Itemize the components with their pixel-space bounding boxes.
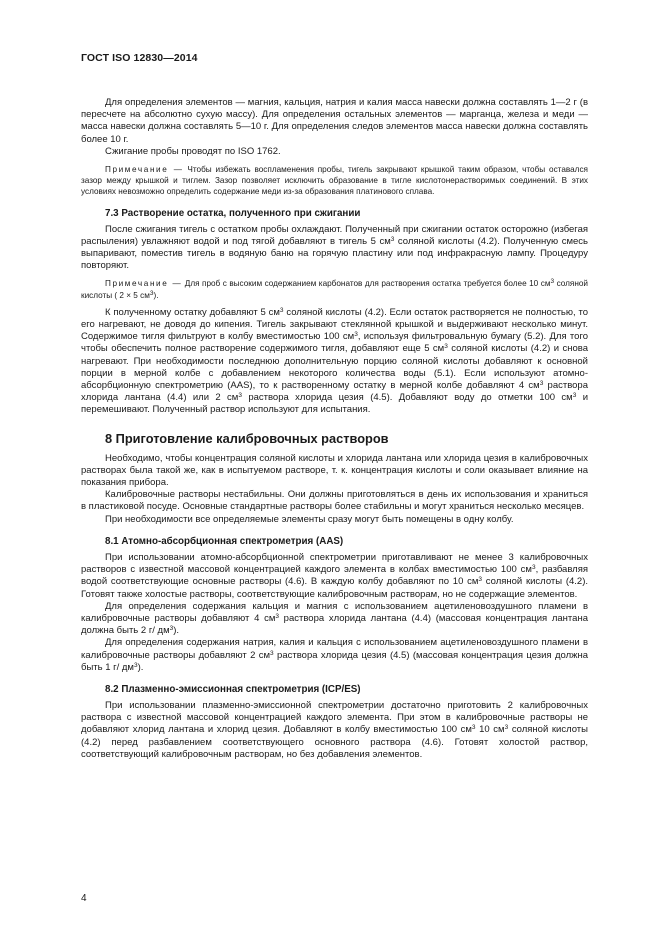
paragraph: При необходимости все определяемые элементы сразу могут быть помещены в одну колбу.: [105, 513, 514, 525]
page-number: 4: [81, 893, 87, 904]
section-heading-8: 8 Приготовление калибровочных растворов: [105, 430, 389, 446]
note: [81, 164, 588, 198]
document-header: ГОСТ ISO 12830—2014: [81, 52, 198, 64]
paragraph: Для определения содержания кальция и магния с использованием ацетиленовоздушного пламени в калибровочные растворы добавляют 4 $см^3$ раствора хлорида лантана (4.4) (массовая концентрация лантана должна быть 2 г/ $дм^3$).: [81, 600, 588, 637]
section-heading-8-1: 8.1 Атомно-абсорбционная спектрометрия (AAS): [105, 535, 344, 547]
note-text: Чтобы избежать воспламенения пробы, тигель закрывают крышкой таким образом, чтобы оставался зазор между крышкой и тиглем. Зазор позволяет исключить образование в тигле кислотонерастворимых соединений. В этих условиях невозможно определить содержание меди из-за образования платинового сплава.: [81, 165, 588, 197]
paragraph: Сжигание пробы проводят по ISO 1762.: [105, 145, 281, 157]
paragraph: При использовании атомно-абсорбционной спектрометрии приготавливают не менее 3 калибровочных растворов с известной массовой концентрацией каждого элемента в колбах вместимостью 100 $см^3$, разбавляя водой соответствующие основные растворы (4.6). В каждую колбу добавляют по 10 $см^3$ соляной кислоты (4.2). Готовят также холостые растворы, соответствующие калибровочным растворам, но не содержащие элементов.: [81, 551, 589, 600]
note-label: Примечание —: [105, 165, 184, 175]
section-heading-8-2: 8.2 Плазменно-эмиссионная спектрометрия (ICP/ES): [105, 683, 361, 695]
section-heading-7-3: 7.3 Растворение остатка, полученного при сжигании: [105, 207, 361, 219]
paragraph: После сжигания тигель с остатком пробы охлаждают. Полученный при сжигании остаток осторожно (избегая распыления) увлажняют водой и под тягой добавляют в тигель 5 $см^3$ соляной кислоты (4.2). Полученную смесь выпаривают, поместив тигель в водяную баню на горячую пластину или под инфракрасную лампу. Процедуру повторяют.: [81, 223, 588, 272]
paragraph: При использовании плазменно-эмиссионной спектрометрии достаточно приготовить 2 калибровочных раствора с известной массовой концентрацией каждого элемента. При этом в калибровочные растворы не добавляют хлорид лантана и хлорид цезия. Добавляют в колбу вместимостью 100 $см^3$ 10 $см^3$ соляной кислоты (4.2) перед разбавлением соответствующего основного раствора (4.6). Готовят холостой раствор, соответствующий калибровочным растворам, но без добавления элементов.: [81, 699, 588, 760]
paragraph: Для определения содержания натрия, калия и кальция с использованием ацетиленовоздушного пламени в калибровочные растворы добавляют 2 $см^3$ раствора хлорида цезия (4.5) (массовая концентрация цезия должна быть 1 г/ $дм^3$).: [81, 637, 588, 673]
paragraph: Необходимо, чтобы концентрация соляной кислоты и хлорида лантана или хлорида цезия в калибровочных растворах была такой же, как в испытуемом растворе, т. к. концентрация кислоты и соли оказывает влияние на показания прибора.: [81, 452, 588, 489]
paragraph: Для определения элементов — магния, кальция, натрия и калия масса навески должна составлять 1—2 г (в пересчете на абсолютно сухую массу). Для определения остальных элементов — марганца, железа и меди — масса навески должна составлять 5—10 г. Для определения следов элементов масса навески должна составлять более 10 г.: [81, 97, 588, 145]
paragraph: К полученному остатку добавляют 5 $см^3$ соляной кислоты (4.2). Если остаток растворяется не полностью, то его нагревают, не доводя до кипения. Тигель закрывают стеклянной крышкой и выдерживают несколько минут. Содержимое тигля фильтруют в колбу вместимостью 100 $см^3$, используя фильтровальную бумагу (5.2). Для того чтобы обеспечить полное растворение содержимого тигля, добавляют еще 5 $см^3$ соляной кислоты (4.2) и снова нагревают. При необходимости последнюю дополнительную порцию соляной кислоты добавляют к основной порции в мерной колбе с добавлением некоторого количества воды (5.1). Если используют атомно-абсорбционную спектрометрию (AAS), то к растворенному остатку в мерной колбе добавляют 4 $см^3$ раствора хлорида лантана (4.4) или 2 $см^3$ раствора хлорида цезия (4.5). Добавляют воду до отметки 100 $см^3$ и перемешивают. Полученный раствор используют для испытания.: [81, 306, 589, 416]
note-label: Примечание —: [105, 279, 183, 289]
paragraph: Калибровочные растворы нестабильны. Они должны приготовляться в день их использования и храниться в пластиковой посуде. Основные стандартные растворы более стабильны и могут храниться несколько месяцев.: [81, 489, 588, 513]
note: Примечание — Для проб с высоким содержанием карбонатов для растворения остатка требуется более 10 $см^3$ соляной кислоты ( 2 × 5 $см^3$).: [81, 278, 588, 300]
page-body: [81, 97, 588, 761]
